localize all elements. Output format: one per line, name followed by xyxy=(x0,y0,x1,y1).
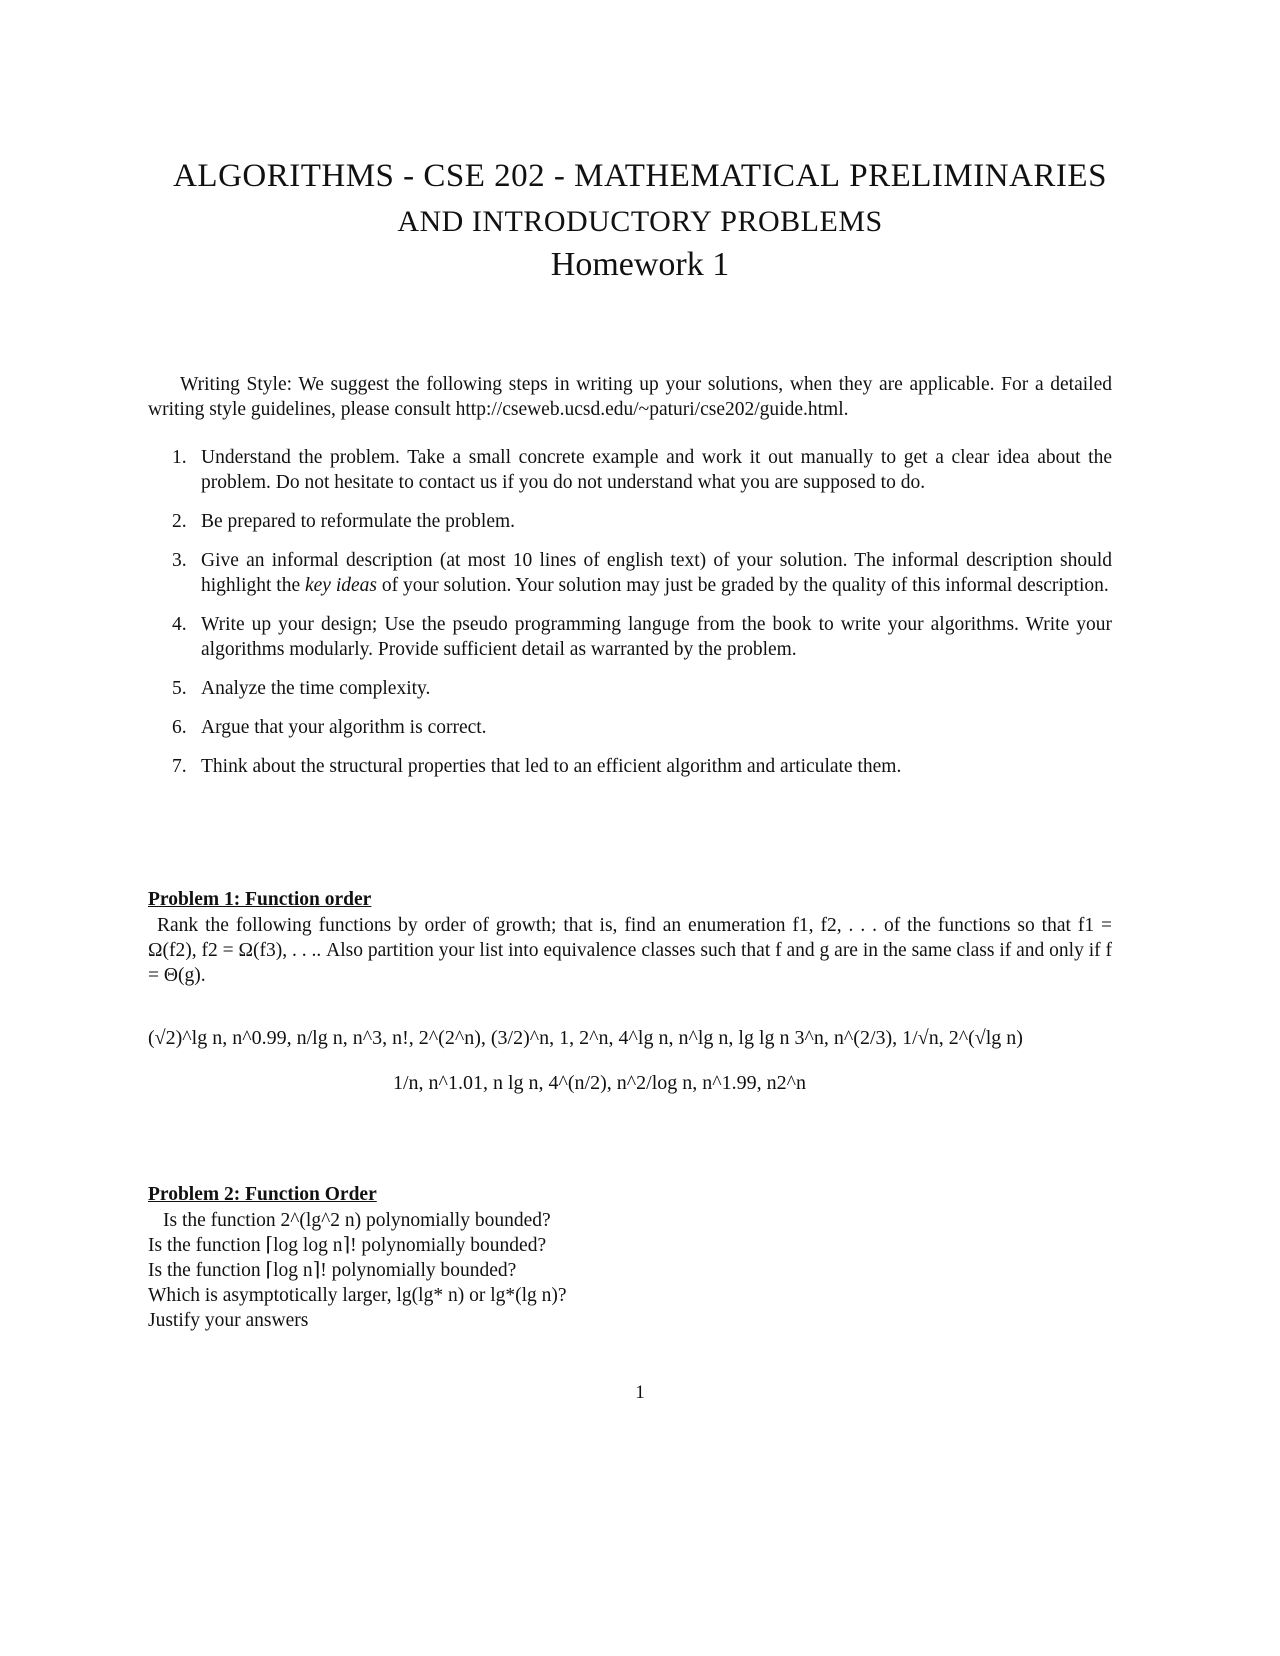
step-item: 1. Understand the problem. Take a small concrete example and work it out manually to get a clear idea about the problem. Do not hesitate to contact us if you do not understand what you are supposed to do. xyxy=(172,447,1112,493)
problem-2-line: Justify your answers xyxy=(148,1310,309,1331)
problem-2-title: Problem 2: Function Order xyxy=(148,1184,377,1205)
page-number: 1 xyxy=(635,1382,645,1403)
problem-1-title: Problem 1: Function order xyxy=(148,889,372,910)
step-item: 2. Be prepared to reformulate the problem. xyxy=(172,511,516,532)
function-list-line-2: 1/n, n^1.01, n lg n, 4^(n/2), n^2/log n, n^1.99, n2^n xyxy=(393,1072,807,1094)
problem-2-line: Which is asymptotically larger, lg(lg* n) or lg*(lg n)? xyxy=(148,1285,567,1306)
problem-2-line: Is the function ⌈log n⌉! polynomially bounded? xyxy=(148,1260,517,1281)
title-line-2: AND INTRODUCTORY PROBLEMS xyxy=(397,205,883,238)
problem-2-body xyxy=(148,1208,1112,1333)
step-item: 7. Think about the structural properties that led to an efficient algorithm and articulate them. xyxy=(172,756,902,777)
homework-title: Homework 1 xyxy=(550,246,730,283)
problem-2-line: Is the function ⌈log log n⌉! polynomially bounded? xyxy=(148,1235,547,1256)
problem-1-body: Rank the following functions by order of growth; that is, find an enumeration f1, f2, . . . of the functions so that f1 = Ω(f2), f2 = Ω(f3), . . .. Also partition your list into equivalence classes such that f and g are in the same class if and only if f = Θ(g). xyxy=(148,915,1112,986)
step-item: 3. Give an informal description (at most 10 lines of english text) of your solution. The informal description should highlight the key ideas of your solution. Your solution may just be graded by the quality of this informal description. xyxy=(172,550,1112,596)
step-item: 6. Argue that your algorithm is correct. xyxy=(172,717,487,738)
step-item: 4. Write up your design; Use the pseudo programming languge from the book to write your algorithms. Write your algorithms modularly. Provide sufficient detail as warranted by the problem. xyxy=(172,614,1112,660)
title-line-1: ALGORITHMS - CSE 202 - MATHEMATICAL PRELIMINARIES xyxy=(173,158,1107,194)
function-list-line-1: (√2)^lg n, n^0.99, n/lg n, n^3, n!, 2^(2^n), (3/2)^n, 1, 2^n, 4^lg n, n^lg n, lg lg n 3^n, n^(2/3), 1/√n, 2^(√lg n) xyxy=(148,1027,1023,1049)
steps-list xyxy=(148,445,1112,793)
writing-style-intro: Writing Style: We suggest the following steps in writing up your solutions, when they are applicable. For a detailed writing style guidelines, please consult http://cseweb.ucsd.edu/~paturi/cse202/guide.html. xyxy=(148,374,1112,420)
step-item: 5. Analyze the time complexity. xyxy=(172,678,431,699)
problem-2-line: Is the function 2^(lg^2 n) polynomially bounded? xyxy=(163,1210,551,1231)
